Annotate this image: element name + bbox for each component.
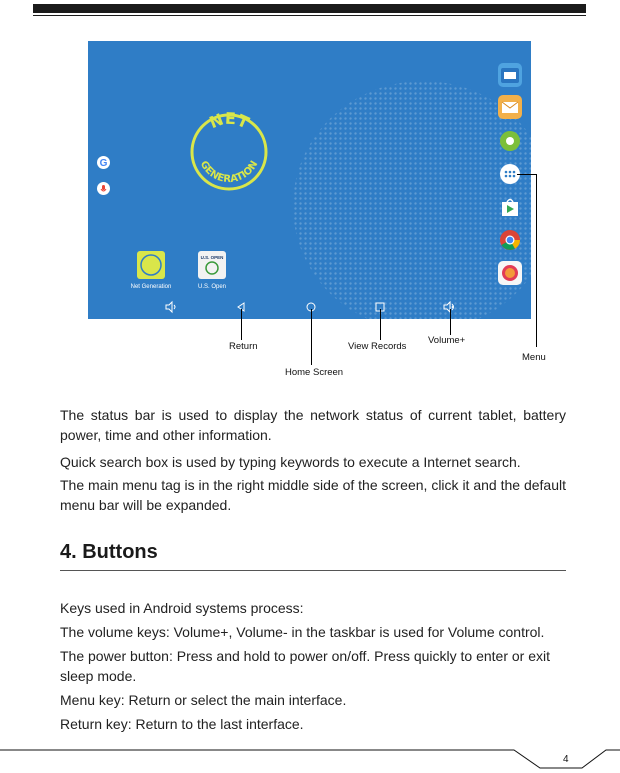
callout-return: Return — [229, 341, 258, 352]
callout-menu: Menu — [522, 352, 546, 363]
logo-text-top: NET — [206, 111, 252, 133]
callout-view-records: View Records — [348, 341, 407, 352]
svg-text:NET — [207, 111, 252, 132]
svg-text:G: G — [99, 158, 108, 169]
volume-minus-button[interactable] — [164, 300, 178, 314]
menu-leader-horizontal — [517, 174, 537, 175]
buttons-line-intro: Keys used in Android systems process: — [60, 600, 304, 616]
buttons-line-power: The power button: Press and hold to power on/off. Press quickly to enter or exit sleep mode. — [60, 648, 551, 684]
buttons-line-volume: The volume keys: Volume+, Volume- in the taskbar is used for Volume control. — [60, 624, 545, 640]
us-open-badge: U.S. OPEN — [200, 255, 224, 260]
section-heading-rule — [60, 570, 566, 571]
settings-icon[interactable] — [498, 129, 522, 153]
intro-paragraph-main-menu: The main menu tag is in the right middle side of the screen, click it and the default menu bar will be expanded. — [60, 477, 566, 513]
camera-icon[interactable] — [498, 261, 522, 285]
microphone-icon[interactable] — [97, 182, 110, 195]
app-label-us-open: U.S. Open — [197, 284, 226, 290]
play-store-icon[interactable] — [498, 195, 522, 219]
es-file-explorer-icon[interactable] — [498, 63, 522, 87]
buttons-line-return: Return key: Return to the last interface. — [60, 716, 304, 732]
buttons-line-menu: Menu key: Return or select the main interface. — [60, 692, 347, 708]
us-open-app-icon[interactable] — [198, 251, 226, 279]
net-generation-logo — [188, 111, 270, 193]
google-icon[interactable] — [97, 156, 110, 169]
page-number: 4 — [563, 754, 569, 765]
callout-volume-plus: Volume+ — [428, 335, 466, 346]
tablet-screenshot — [88, 41, 531, 319]
home-leader-line — [311, 309, 312, 365]
footer-rule — [0, 748, 620, 773]
intro-paragraph-search-box: Quick search box is used by typing keywords to execute a Internet search. — [60, 454, 521, 470]
volume-plus-leader-line — [450, 309, 451, 335]
callout-home-screen: Home Screen — [285, 367, 344, 378]
logo-text-bottom: GENERATION — [197, 159, 261, 186]
intro-paragraph-status-bar: The status bar is used to display the network status of current tablet, battery power, time and other information. — [60, 407, 566, 443]
menu-leader-vertical — [536, 174, 537, 347]
volume-plus-button[interactable] — [442, 300, 456, 314]
email-icon[interactable] — [498, 95, 522, 119]
section-heading: 4. Buttons — [60, 541, 158, 563]
view-records-leader-line — [380, 309, 381, 340]
header-bar — [33, 4, 586, 13]
chrome-icon[interactable] — [498, 228, 522, 252]
header-rule — [33, 15, 586, 16]
app-label-net-generation: Net Generation — [130, 284, 172, 290]
return-leader-line — [241, 309, 242, 340]
wallpaper-dot-pattern — [293, 81, 531, 319]
net-generation-app-icon[interactable] — [137, 251, 165, 279]
